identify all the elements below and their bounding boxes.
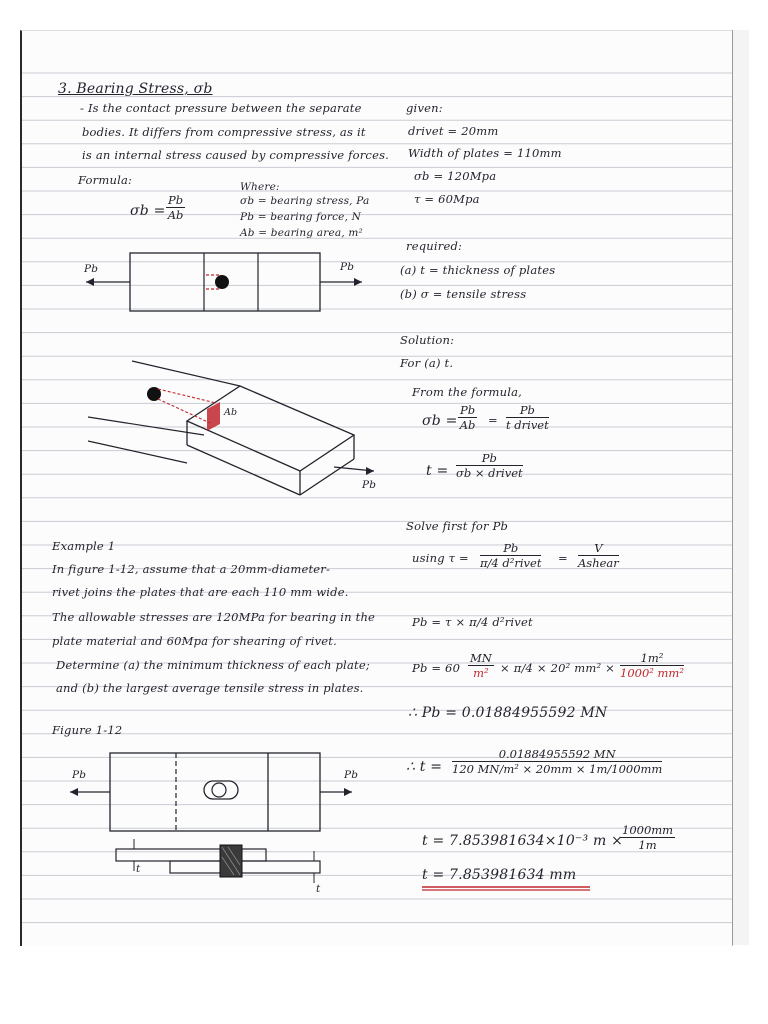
pb-calc-f2-num: 1m²: [620, 651, 684, 666]
required-a: (a) t = thickness of plates: [400, 263, 556, 277]
fig-112-pb-left: Pb: [72, 769, 87, 781]
where-line-3: Ab = bearing area, m²: [240, 227, 363, 239]
fig-a-pb-right: Pb: [340, 261, 355, 273]
fig-112-t-right: t: [316, 883, 321, 895]
pb-equation: Pb = τ × π/4 d²rivet: [412, 615, 533, 629]
solve-first: Solve first for Pb: [406, 519, 509, 533]
eq2-lhs: t =: [426, 463, 449, 479]
figure-label: Figure 1-12: [52, 723, 123, 737]
example-line-3: The allowable stresses are 120MPa for bearing in the: [52, 610, 376, 624]
eq1-lhs: σb =: [422, 413, 458, 429]
example-line-5: Determine (a) the minimum thickness of each plate;: [56, 658, 370, 672]
t-mid-den: 1m: [638, 838, 657, 852]
fig-b-pb-label: Pb: [362, 479, 377, 491]
required-b: (b) σ = tensile stress: [400, 287, 527, 301]
figure-1-12: [22, 31, 732, 946]
t-den: 120 MN/m² × 20mm × 1m/1000mm: [452, 762, 663, 776]
section-title: 3. Bearing Stress, σb: [58, 81, 213, 97]
example-line-1: In figure 1-12, assume that a 20mm-diameter-: [52, 562, 331, 576]
pb-calc-f1-num: MN: [470, 651, 492, 665]
using-f2-den: Ashear: [578, 556, 619, 570]
fig-112-t-left: t: [136, 863, 141, 875]
required-label: required:: [406, 239, 463, 253]
intro-line-3: is an internal stress caused by compressive forces.: [82, 148, 390, 162]
intro-line-1: - Is the contact pressure between the separate: [80, 101, 362, 115]
eq1-equals: =: [488, 413, 498, 427]
t-mid: t = 7.853981634×10⁻³ m ×: [422, 833, 624, 849]
pb-calc-f1-den: m²: [473, 666, 489, 680]
formula-denominator: Ab: [167, 208, 184, 222]
given-tau: τ = 60Mpa: [414, 192, 480, 206]
using-equals: =: [558, 551, 568, 565]
pb-calc-lhs: Pb = 60: [412, 661, 461, 675]
example-line-6: and (b) the largest average tensile stress in plates.: [56, 681, 364, 695]
pb-result: ∴ Pb = 0.01884955592 MN: [408, 705, 608, 721]
fig-b-ab-label: Ab: [224, 407, 238, 418]
eq1-f2-den: t drivet: [506, 418, 549, 432]
where-label: Where:: [240, 181, 280, 193]
intro-line-2: bodies. It differs from compressive stress, as it: [82, 125, 366, 139]
pb-calc-mid: × π/4 × 20² mm² ×: [500, 661, 615, 675]
notebook-page: [20, 30, 733, 946]
given-label: given:: [406, 101, 443, 115]
fig-112-pb-right: Pb: [344, 769, 359, 781]
solution-label: Solution:: [400, 333, 455, 347]
where-line-1: σb = bearing stress, Pa: [240, 195, 370, 207]
pb-calc-f2-den: 1000² mm²: [620, 666, 684, 680]
given-width: Width of plates = 110mm: [408, 146, 562, 160]
fig-a-pb-left: Pb: [84, 263, 99, 275]
using-num: Pb: [480, 541, 541, 556]
where-line-2: Pb = bearing force, N: [240, 211, 362, 223]
using-f2-num: V: [578, 541, 619, 556]
eq1-f1-den: Ab: [459, 418, 476, 432]
solution-for-a: For (a) t.: [400, 356, 454, 370]
given-sigma-b: σb = 120Mpa: [414, 169, 497, 183]
eq1-f2-num: Pb: [506, 403, 549, 418]
eq2-den: σb × drivet: [456, 466, 523, 480]
page-edge: [732, 30, 749, 945]
t-num: 0.01884955592 MN: [452, 747, 662, 762]
example-line-2: rivet joins the plates that are each 110 mm wide.: [52, 585, 349, 599]
t-lhs: ∴ t =: [406, 759, 443, 775]
eq2-num: Pb: [456, 451, 523, 466]
formula-lhs: σb =: [130, 203, 166, 219]
given-drivet: drivet = 20mm: [408, 124, 499, 138]
using-lhs: using τ =: [412, 551, 469, 565]
t-mid-num: 1000mm: [622, 823, 674, 837]
example-line-4: plate material and 60Mpa for shearing of rivet.: [52, 634, 337, 648]
solution-from-formula: From the formula,: [412, 385, 523, 399]
formula-label: Formula:: [78, 173, 133, 187]
eq1-f1-num: Pb: [460, 403, 476, 417]
formula-numerator: Pb: [168, 193, 184, 207]
using-den: π/4 d²rivet: [480, 556, 542, 570]
example-title: Example 1: [52, 539, 116, 553]
t-final: t = 7.853981634 mm: [422, 867, 577, 883]
